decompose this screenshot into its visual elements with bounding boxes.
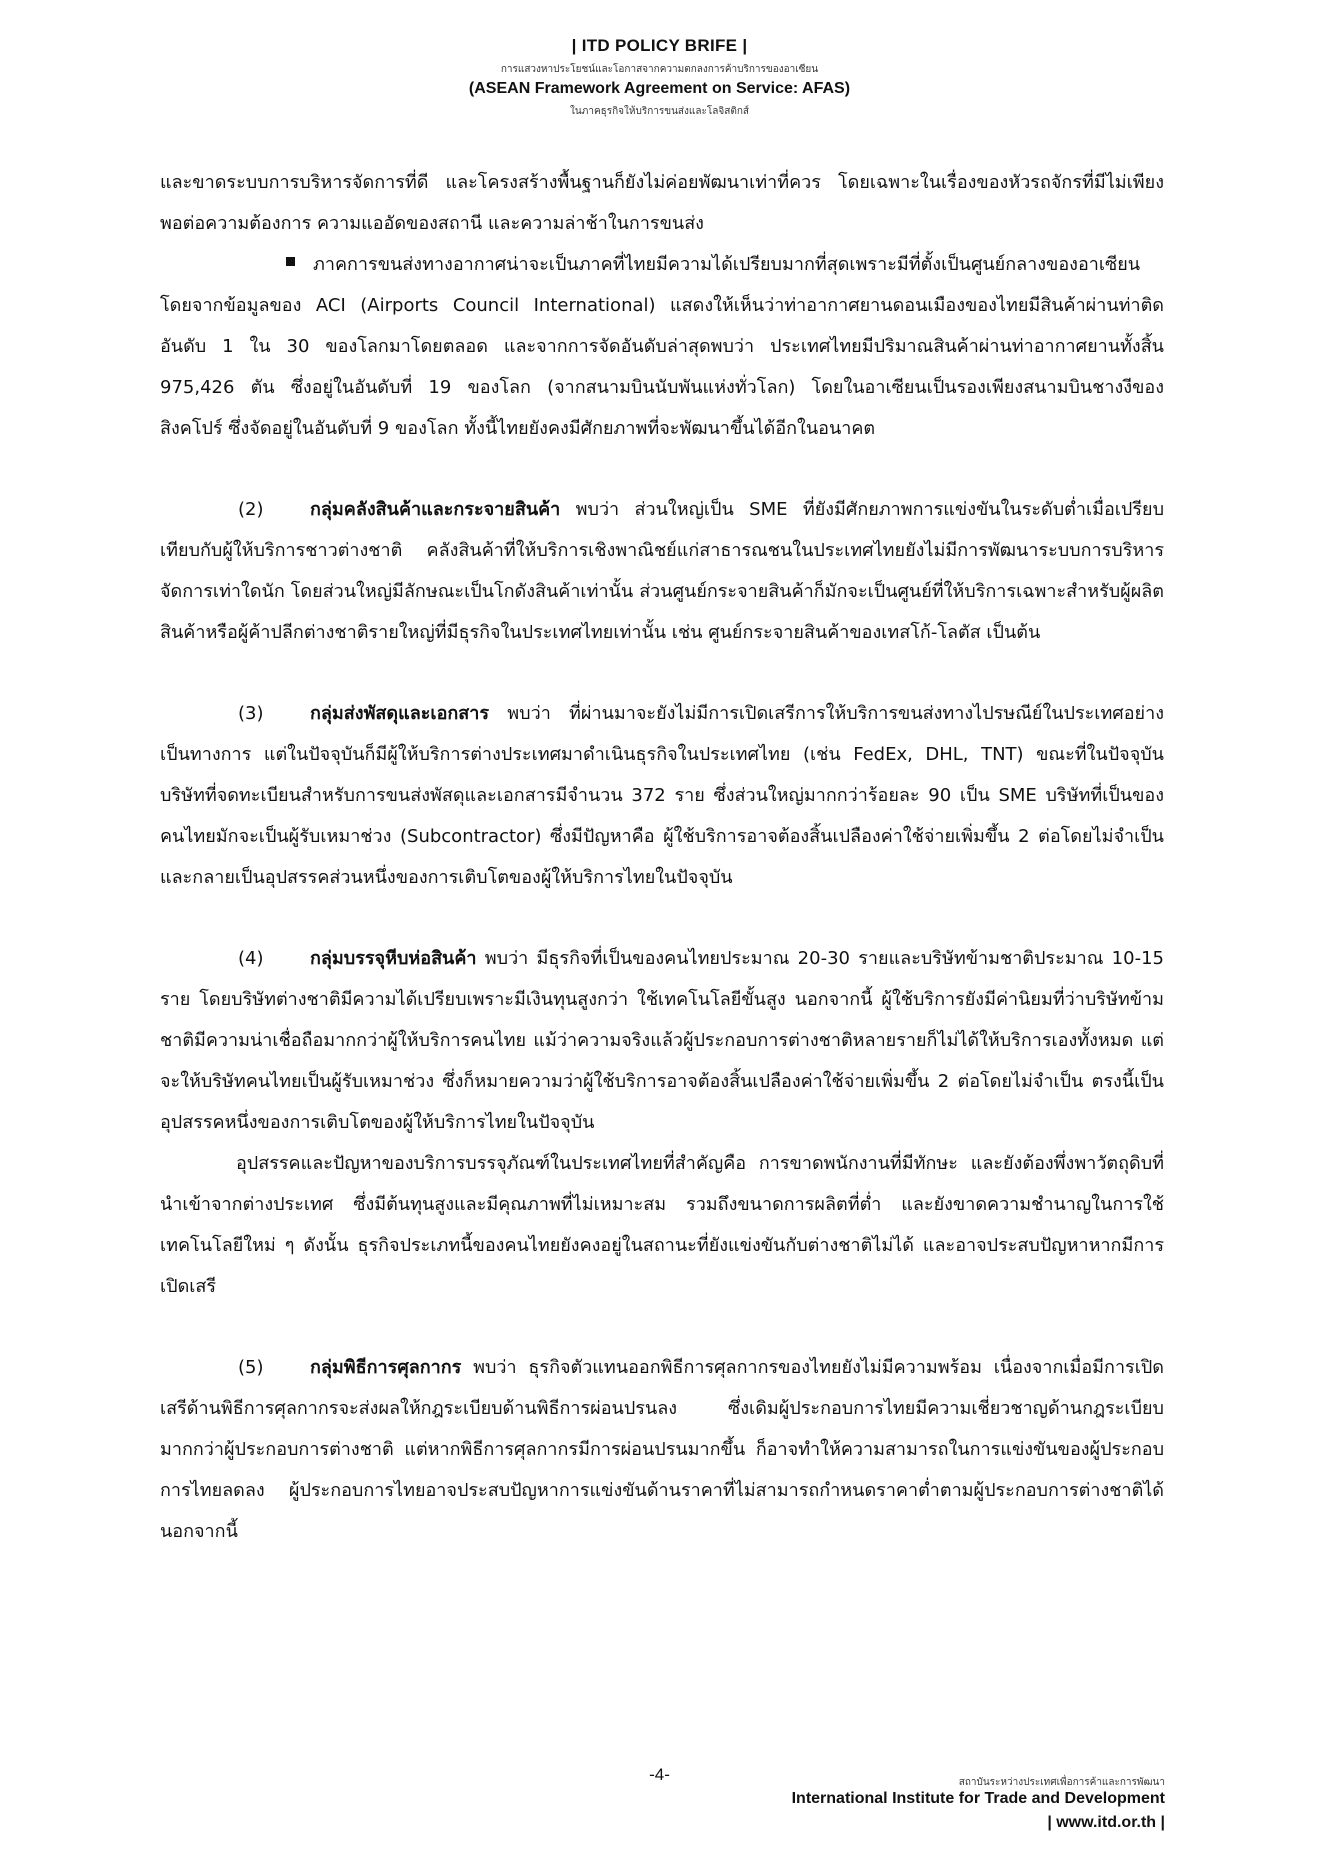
- page-number: -4-: [649, 1765, 670, 1784]
- section-title: กลุ่มบรรจุหีบห่อสินค้า: [310, 948, 477, 969]
- section-title: กลุ่มคลังสินค้าและกระจายสินค้า: [310, 499, 561, 520]
- section-4-extra: อุปสรรคและปัญหาของบริการบรรจุภัณฑ์ในประเทศไทยที่สำคัญคือ การขาดพนักงานที่มีทักษะ และยังต้องพึ่งพาวัตถุดิบที่นำเข้าจากต่างประเทศ ซึ่งมีต้นทุนสูงและมีคุณภาพที่ไม่เหมาะสม รวมถึงขนาดการผลิตที่ต่ำ และยังขาดความชำนาญในการใช้เทคโนโลยีใหม่ ๆ ดังนั้น ธุรกิจประเภทนี้ของคนไทยยังคงอยู่ในสถานะที่ยังแข่งขันกับต่างชาติไม่ได้ และอาจประสบปัญหาหากมีการเปิดเสรี: [160, 1153, 1164, 1297]
- section-2: [160, 489, 1164, 653]
- bullet-text: ภาคการขนส่งทางอากาศน่าจะเป็นภาคที่ไทยมีความได้เปรียบมากที่สุดเพราะมีที่ตั้งเป็นศูนย์กลางของอาเซียน โดยจากข้อมูลของ ACI (Airports Council International) แสดงให้เห็นว่าท่าอากาศยานดอนเมืองของไทยมีสินค้าผ่านท่าติดอันดับ 1 ใน 30 ของโลกมาโดยตลอด และจากการจัดอันดับล่าสุดพบว่า ประเทศไทยมีปริมาณสินค้าผ่านท่าอากาศยานทั้งสิ้น 975,426 ตัน ซึ่งอยู่ในอันดับที่ 19 ของโลก (จากสนามบินนับพันแห่งทั่วโลก) โดยในอาเซียนเป็นรองเพียงสนามบินชางงีของสิงคโปร์ ซึ่งจัดอยู่ในอันดับที่ 9 ของโลก ทั้งนี้ไทยยังคงมีศักยภาพที่จะพัฒนาขึ้นได้อีกในอนาคต: [160, 254, 1164, 439]
- footer-institute-en: International Institute for Trade and Development: [791, 1790, 1165, 1807]
- header-subtitle: การแสวงหาประโยชน์และโอกาสจากความตกลงการค้าบริการของอาเซียน: [500, 64, 819, 75]
- section-number: (5): [238, 1357, 264, 1378]
- footer-url: | www.itd.or.th |: [1047, 1814, 1165, 1831]
- section-number: (4): [238, 948, 264, 969]
- section-text: พบว่า ที่ผ่านมาจะยังไม่มีการเปิดเสรีการให้บริการขนส่งทางไปรษณีย์ในประเทศอย่างเป็นทางการ แต่ในปัจจุบันก็มีผู้ให้บริการต่างประเทศมาดำเนินธุรกิจในประเทศไทย (เช่น FedEx, DHL, TNT) ขณะที่ในปัจจุบันบริษัทที่จดทะเบียนสำหรับการขนส่งพัสดุและเอกสารมีจำนวน 372 ราย ซึ่งส่วนใหญ่มากกว่าร้อยละ 90 เป็น SME บริษัทที่เป็นของคนไทยมักจะเป็นผู้รับเหมาช่วง (Subcontractor) ซึ่งมีปัญหาคือ ผู้ใช้บริการอาจต้องสิ้นเปลืองค่าใช้จ่ายเพิ่มขึ้น 2 ต่อโดยไม่จำเป็น และกลายเป็นอุปสรรคส่วนหนึ่งของการเติบโตของผู้ให้บริการไทยในปัจจุบัน: [160, 703, 1164, 888]
- header-sector: ในภาคธุรกิจให้บริการขนส่งและโลจิสติกส์: [570, 106, 749, 117]
- bullet-paragraph: [160, 244, 1164, 449]
- section-5: [160, 1347, 1164, 1552]
- footer-institute-th: สถาบันระหว่างประเทศเพื่อการค้าและการพัฒนา: [958, 1777, 1165, 1788]
- section-text: พบว่า มีธุรกิจที่เป็นของคนไทยประมาณ 20-30 รายและบริษัทข้ามชาติประมาณ 10-15 ราย โดยบริษัทต่างชาติมีความได้เปรียบเพราะมีเงินทุนสูงกว่า ใช้เทคโนโลยีขั้นสูง นอกจากนี้ ผู้ใช้บริการยังมีค่านิยมที่ว่าบริษัทข้ามชาติมีความน่าเชื่อถือมากกว่าผู้ให้บริการคนไทย แม้ว่าความจริงแล้วผู้ประกอบการต่างชาติหลายรายก็ไม่ได้ให้บริการเองทั้งหมด แต่จะให้บริษัทคนไทยเป็นผู้รับเหมาช่วง ซึ่งก็หมายความว่าผู้ใช้บริการอาจต้องสิ้นเปลืองค่าใช้จ่ายเพิ่มขึ้น 2 ต่อโดยไม่จำเป็น ตรงนี้เป็นอุปสรรคหนึ่งของการเติบโตของผู้ให้บริการไทยในปัจจุบัน: [160, 948, 1164, 1133]
- section-text: พบว่า ธุรกิจตัวแทนออกพิธีการศุลกากรของไทยยังไม่มีความพร้อม เนื่องจากเมื่อมีการเปิดเสรีด้านพิธีการศุลกากรจะส่งผลให้กฎระเบียบด้านพิธีการผ่อนปรนลง ซึ่งเดิมผู้ประกอบการไทยมีความเชี่ยวชาญด้านกฎระเบียบมากกว่าผู้ประกอบการต่างชาติ แต่หากพิธีการศุลกากรมีการผ่อนปรนมากขึ้น ก็อาจทำให้ความสามารถในการแข่งขันของผู้ประกอบการไทยลดลง ผู้ประกอบการไทยอาจประสบปัญหาการแข่งขันด้านราคาที่ไม่สามารถกำหนดราคาต่ำตามผู้ประกอบการต่างชาติได้ นอกจากนี้: [160, 1357, 1164, 1542]
- header-title: | ITD POLICY BRIFE |: [571, 36, 748, 55]
- section-title: กลุ่มพิธีการศุลกากร: [310, 1357, 462, 1378]
- document-body: [160, 162, 1164, 1552]
- section-number: (3): [238, 703, 264, 724]
- section-title: กลุ่มส่งพัสดุและเอกสาร: [310, 703, 490, 724]
- section-4: [160, 938, 1164, 1143]
- square-bullet-icon: [286, 257, 295, 266]
- section-3: [160, 693, 1164, 898]
- header-framework: (ASEAN Framework Agreement on Service: AFAS): [468, 80, 851, 97]
- intro-paragraph: และขาดระบบการบริหารจัดการที่ดี และโครงสร้างพื้นฐานก็ยังไม่ค่อยพัฒนาเท่าที่ควร โดยเฉพาะในเรื่องของหัวรถจักรที่มีไม่เพียงพอต่อความต้องการ ความแออัดของสถานี และความล่าช้าในการขนส่ง: [160, 172, 1164, 234]
- section-number: (2): [238, 499, 264, 520]
- section-text: พบว่า ส่วนใหญ่เป็น SME ที่ยังมีศักยภาพการแข่งขันในระดับต่ำเมื่อเปรียบเทียบกับผู้ให้บริการชาวต่างชาติ คลังสินค้าที่ให้บริการเชิงพาณิชย์แก่สาธารณชนในประเทศไทยยังไม่มีการพัฒนาระบบการบริหารจัดการเท่าใดนัก โดยส่วนใหญ่มีลักษณะเป็นโกดังสินค้าเท่านั้น ส่วนศูนย์กระจายสินค้าก็มักจะเป็นศูนย์ที่ให้บริการเฉพาะสำหรับผู้ผลิตสินค้าหรือผู้ค้าปลีกต่างชาติรายใหญ่ที่มีธุรกิจในประเทศไทยเท่านั้น เช่น ศูนย์กระจายสินค้าของเทสโก้-โลตัส เป็นต้น: [160, 499, 1164, 643]
